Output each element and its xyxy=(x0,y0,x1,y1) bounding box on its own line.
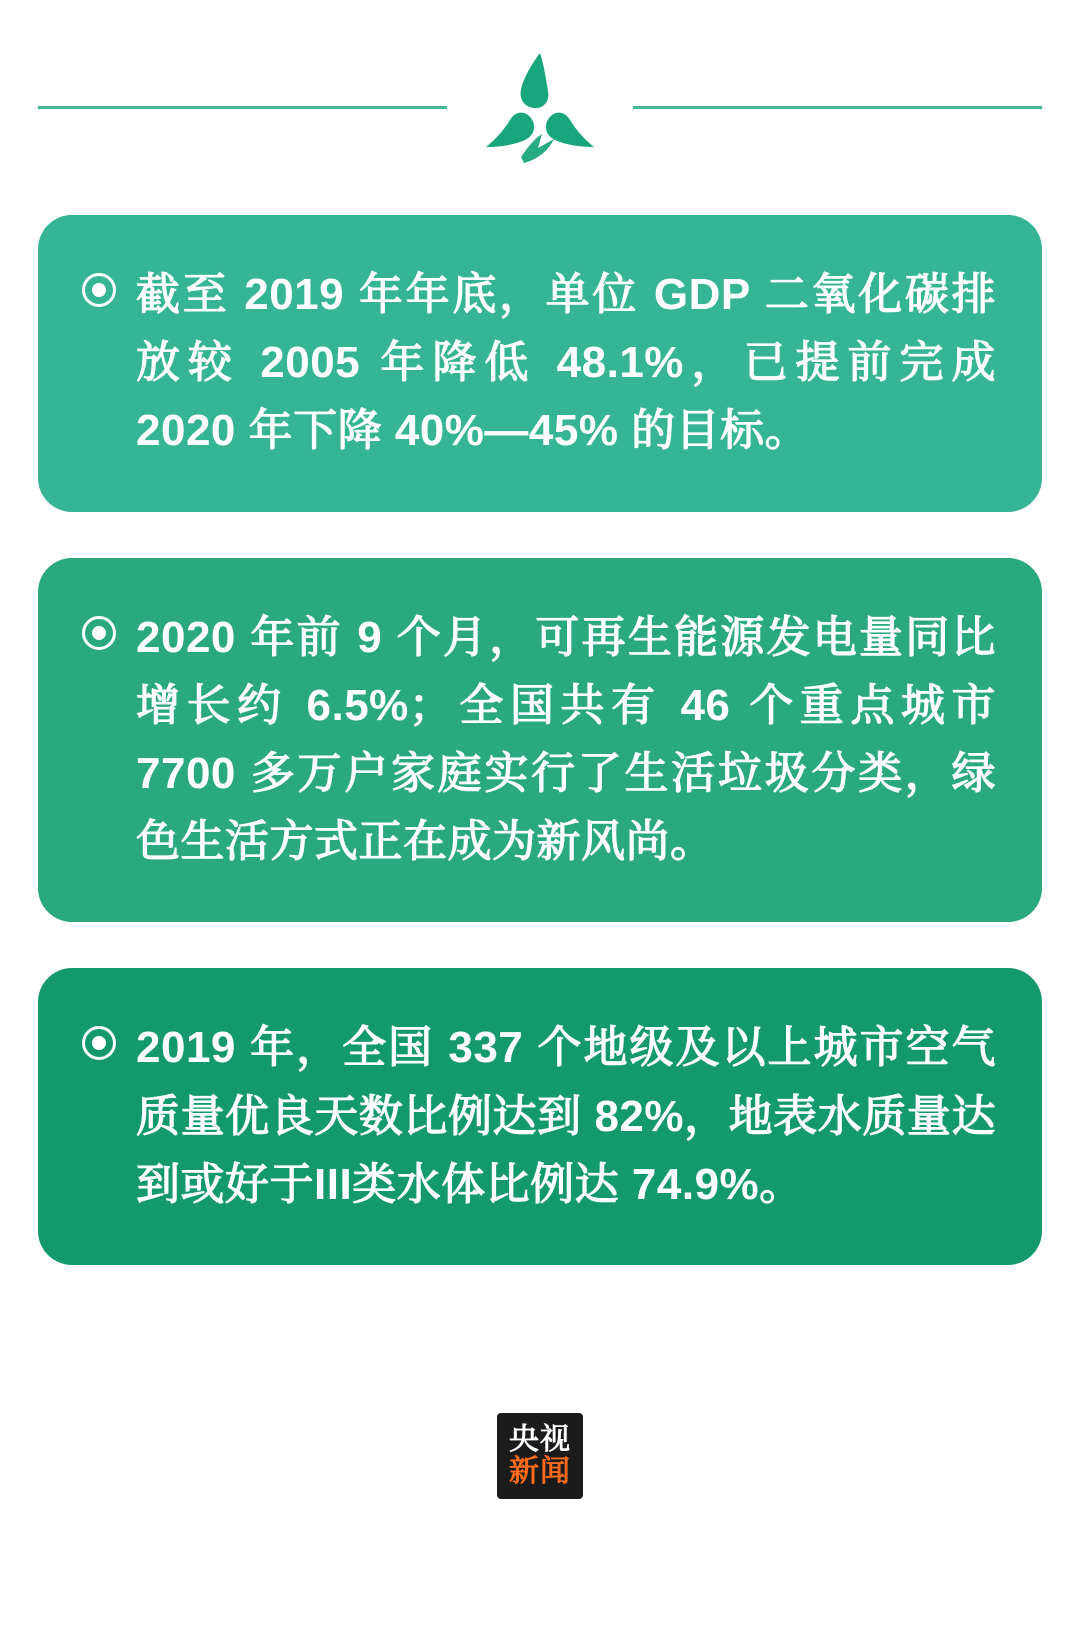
brand-line-2: 新闻 xyxy=(509,1454,571,1488)
header-divider-right xyxy=(633,106,1042,109)
header-divider-left xyxy=(38,106,447,109)
fact-card xyxy=(38,968,1042,1265)
fact-card xyxy=(38,215,1042,512)
fact-card-text: 2019 年，全国 337 个地级及以上城市空气质量优良天数比例达到 82%，地表水质量达到或好于III类水体比例达 74.9%。 xyxy=(136,1023,996,1209)
bullet-circle-icon xyxy=(82,616,116,650)
cctv-news-logo xyxy=(497,1413,583,1499)
footer xyxy=(38,1265,1042,1647)
header xyxy=(38,0,1042,215)
fact-card xyxy=(38,558,1042,923)
fact-card-list xyxy=(38,215,1042,1265)
bullet-circle-icon xyxy=(82,273,116,307)
fact-card-text: 截至 2019 年年底，单位 GDP 二氧化碳排放较 2005 年降低 48.1%，已提前完成 2020 年下降 40%—45% 的目标。 xyxy=(136,270,1009,456)
bullet-circle-icon xyxy=(82,1026,116,1060)
brand-line-1: 央视 xyxy=(509,1423,571,1457)
fact-card-text: 2020 年前 9 个月，可再生能源发电量同比增长约 6.5%；全国共有 46 个重点城市 7700 多万户家庭实行了生活垃圾分类，绿色生活方式正在成为新风尚。 xyxy=(136,612,1009,867)
recycle-leaf-icon xyxy=(465,47,615,169)
